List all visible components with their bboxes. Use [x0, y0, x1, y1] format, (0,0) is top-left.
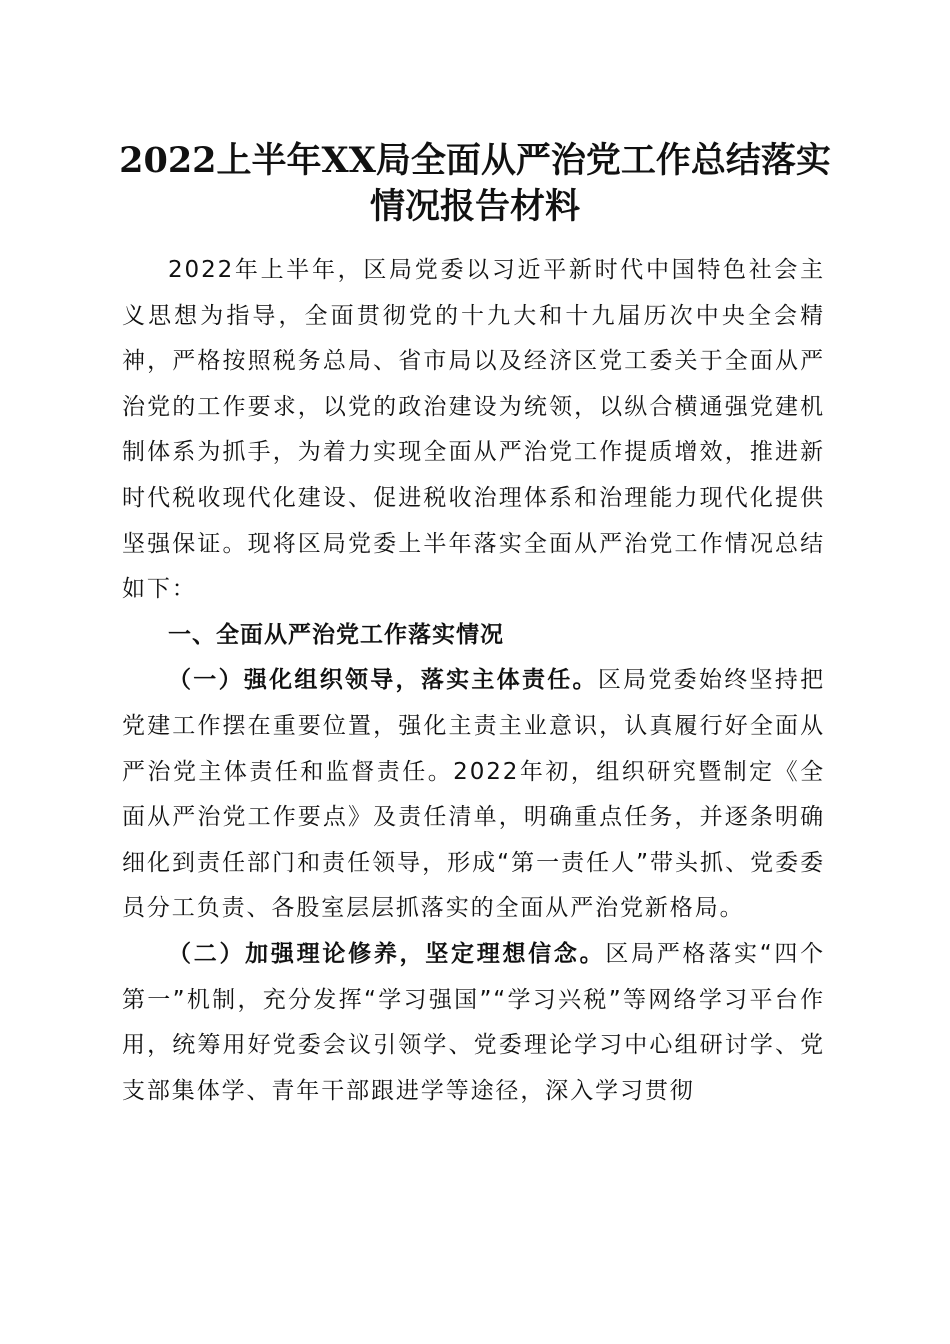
intro-paragraph: 2022年上半年，区局党委以习近平新时代中国特色社会主义思想为指导，全面贯彻党的十九大和十九届历次中央全会精神，严格按照税务总局、省市局以及经济区党工委关于全面从严治党的工作要求，以党的政治建设为统领，以纵合横通强党建机制体系为抓手，为着力实现全面从严治党工作提质增效，推进新时代税收现代化建设、促进税收治理体系和治理能力现代化提供坚强保证。现将区局党委上半年落实全面从严治党工作情况总结如下：	[122, 257, 825, 603]
body-paragraph	[122, 932, 825, 1114]
document-title	[100, 138, 850, 230]
body-paragraph	[122, 658, 825, 932]
paragraph-text: 区局党委始终坚持把党建工作摆在重要位置，强化主责主业意识，认真履行好全面从严治党主体责任和监督责任。2022年初，组织研究暨制定《全面从严治党工作要点》及责任清单，明确重点任务，并逐条明确细化到责任部门和责任领导，形成“第一责任人”带头抓、党委委员分工负责、各股室层层抓落实的全面从严治党新格局。	[122, 667, 825, 922]
paragraph-lead: （二）加强理论修养，坚定理想信念。	[168, 940, 606, 967]
document-body	[122, 248, 825, 1114]
document-title-line-1: 2022上半年XX局全面从严治党工作总结落实	[119, 140, 831, 181]
section-heading: 一、全面从严治党工作落实情况	[168, 621, 504, 648]
document-title-line-2: 情况报告材料	[369, 186, 580, 227]
paragraph-text: 区局严格落实“四个第一”机制，充分发挥“学习强国”“学习兴税”等网络学习平台作用，统筹用好党委会议引领学、党委理论学习中心组研讨学、党支部集体学、青年干部跟进学等途径，深入学习贯彻	[122, 940, 825, 1104]
paragraph-lead: （一）强化组织领导，落实主体责任。	[168, 667, 598, 694]
